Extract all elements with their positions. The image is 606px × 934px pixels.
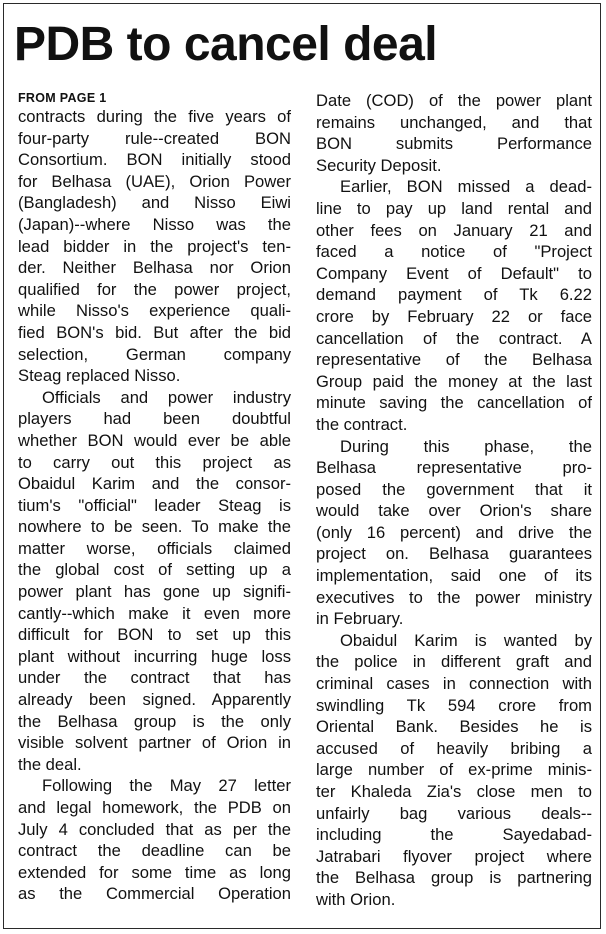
text-line: the police in different graft and: [316, 652, 592, 672]
text-line: unfairly bag various deals--: [316, 803, 592, 823]
text-line: implementation, said one of its: [316, 566, 592, 586]
text-line: in February.: [316, 609, 404, 629]
text-line: including the Sayedabad-: [316, 825, 592, 845]
left-column-text: [18, 106, 291, 905]
text-line: already been signed. Apparently: [18, 690, 291, 710]
text-line: the Belhasa group is the only: [18, 711, 291, 731]
text-line: and legal homework, the PDB on: [18, 798, 291, 817]
text-line: accused of heavily bribing a: [316, 738, 592, 758]
text-line: Company Event of Default" to: [316, 263, 592, 283]
text-line: (Japan)--where Nisso was the: [18, 214, 291, 234]
text-line: Belhasa representative pro-: [316, 458, 592, 478]
text-line: representative of the Belhasa: [316, 350, 592, 370]
text-line: project on. Belhasa guarantees: [316, 544, 592, 564]
text-line: cantly--which make it even more: [18, 603, 291, 623]
text-line: selection, German company: [18, 344, 291, 364]
text-line: while Nisso's experience quali-: [18, 301, 291, 321]
text-line: large number of ex-prime minis-: [316, 760, 592, 780]
text-line: plant without incurring huge loss: [18, 646, 291, 666]
text-line: contracts during the five years of: [18, 107, 291, 126]
article-column-right: [316, 90, 592, 911]
text-line: four-party rule--created BON: [18, 128, 291, 148]
text-line: demand payment of Tk 6.22: [316, 285, 592, 305]
text-line: under the contract that has: [18, 668, 291, 688]
text-line: faced a notice of "Project: [316, 242, 592, 262]
text-line: matter worse, officials claimed: [18, 538, 291, 558]
text-line: nowhere to be seen. To make the: [18, 517, 291, 537]
text-line: tium's "official" leader Steag is: [18, 495, 291, 515]
text-line: Obaidul Karim is wanted by: [340, 630, 592, 650]
text-line: posed the government that it: [316, 479, 592, 499]
text-line: der. Neither Belhasa nor Orion: [18, 258, 291, 278]
text-line: ter Khaleda Zia's close men to: [316, 782, 592, 801]
text-line: remains unchanged, and that: [316, 112, 592, 132]
text-line: Jatrabari flyover project where: [316, 846, 592, 866]
text-line: Officials and power industry: [42, 387, 291, 407]
text-line: extended for some time as long: [18, 862, 291, 882]
right-column-text: [316, 90, 592, 911]
text-line: crore by February 22 or face: [316, 306, 592, 326]
text-line: executives to the power ministry: [316, 587, 592, 607]
text-line: the deal.: [18, 754, 82, 774]
text-line: difficult for BON to set up this: [18, 625, 291, 645]
text-line: Date (COD) of the power plant: [316, 91, 592, 110]
text-line: minute saving the cancellation of: [316, 393, 592, 413]
headline: PDB to cancel deal: [14, 18, 438, 71]
text-line: to carry out this project as: [18, 452, 291, 472]
text-line: visible solvent partner of Orion in: [18, 733, 291, 753]
text-line: players had been doubtful: [18, 409, 291, 429]
text-line: for Belhasa (UAE), Orion Power: [18, 171, 291, 191]
text-line: lead bidder in the project's ten-: [18, 236, 291, 256]
text-line: Steag replaced Nisso.: [18, 366, 181, 386]
text-line: Obaidul Karim and the consor-: [18, 474, 291, 494]
text-line: During this phase, the: [340, 436, 592, 456]
text-line: Earlier, BON missed a dead-: [340, 177, 592, 197]
text-line: with Orion.: [316, 889, 396, 909]
text-line: as the Commercial Operation: [18, 884, 291, 904]
kicker-from-page: FROM PAGE 1: [18, 91, 107, 105]
text-line: criminal cases in connection with: [316, 674, 592, 694]
text-line: Group paid the money at the last: [316, 371, 592, 391]
text-line: power plant has gone up signifi-: [18, 582, 291, 602]
text-line: would take over Orion's share: [316, 501, 592, 521]
text-line: cancellation of the contract. A: [316, 328, 592, 348]
article-column-left: [18, 88, 291, 905]
text-line: the Belhasa group is partnering: [316, 868, 592, 888]
text-line: (only 16 percent) and drive the: [316, 522, 592, 542]
text-line: line to pay up land rental and: [316, 198, 592, 218]
text-line: the contract.: [316, 414, 408, 434]
text-line: Following the May 27 letter: [42, 776, 291, 796]
text-line: Security Deposit.: [316, 155, 442, 175]
text-line: Consortium. BON initially stood: [18, 150, 291, 170]
text-line: fied BON's bid. But after the bid: [18, 322, 291, 342]
text-line: swindling Tk 594 crore from: [316, 695, 592, 715]
text-line: BON submits Performance: [316, 134, 592, 154]
text-line: July 4 concluded that as per the: [18, 819, 291, 839]
text-line: the global cost of setting up a: [18, 560, 291, 580]
text-line: contract the deadline can be: [18, 841, 291, 861]
text-line: Oriental Bank. Besides he is: [316, 717, 592, 737]
text-line: other fees on January 21 and: [316, 220, 592, 240]
text-line: (Bangladesh) and Nisso Eiwi: [18, 193, 291, 213]
text-line: qualified for the power project,: [18, 279, 291, 299]
text-line: whether BON would ever be able: [18, 430, 291, 450]
